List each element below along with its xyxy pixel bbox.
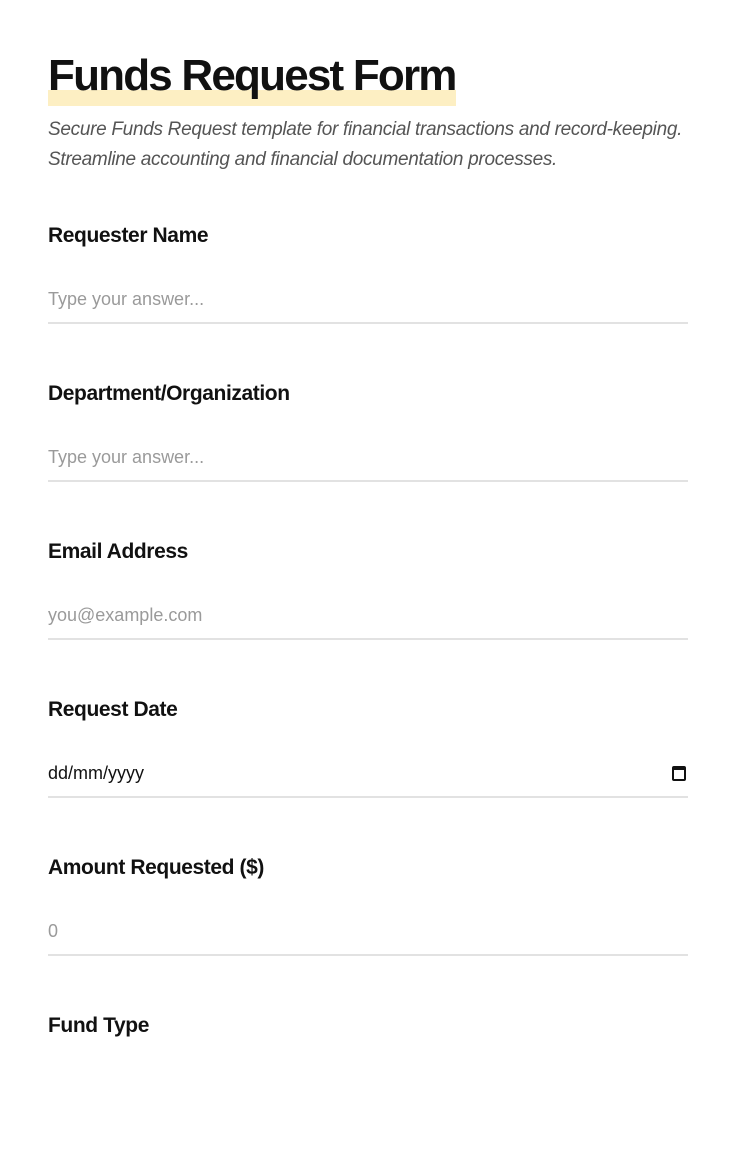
- field-fund-type: [48, 1012, 688, 1170]
- field-label: Fund Type: [48, 1014, 150, 1037]
- field-request-date: [48, 696, 688, 854]
- requester-name-input[interactable]: [48, 276, 688, 324]
- field-label: Department/Organization: [48, 382, 290, 405]
- field-email: [48, 538, 688, 696]
- field-requester-name: [48, 222, 688, 380]
- amount-input[interactable]: [48, 908, 688, 956]
- email-input[interactable]: [48, 592, 688, 640]
- request-date-input[interactable]: [48, 750, 688, 798]
- field-label: Request Date: [48, 698, 178, 721]
- input-placeholder: you@example.com: [48, 604, 203, 625]
- form-description: Secure Funds Request template for financial transactions and record-keeping. Streamline accounting and financial documentation processes.: [48, 119, 683, 170]
- field-label: Email Address: [48, 540, 188, 563]
- field-department: [48, 380, 688, 538]
- input-placeholder: 0: [48, 920, 59, 941]
- page-title: Funds Request Form: [48, 50, 456, 106]
- field-label: Requester Name: [48, 224, 209, 247]
- input-placeholder: Type your answer...: [48, 288, 205, 309]
- calendar-icon[interactable]: [672, 766, 686, 781]
- date-format-placeholder: dd/mm/yyyy: [48, 762, 145, 783]
- field-amount: [48, 854, 688, 1012]
- field-label: Amount Requested ($): [48, 856, 265, 879]
- department-input[interactable]: [48, 434, 688, 482]
- input-placeholder: Type your answer...: [48, 446, 205, 467]
